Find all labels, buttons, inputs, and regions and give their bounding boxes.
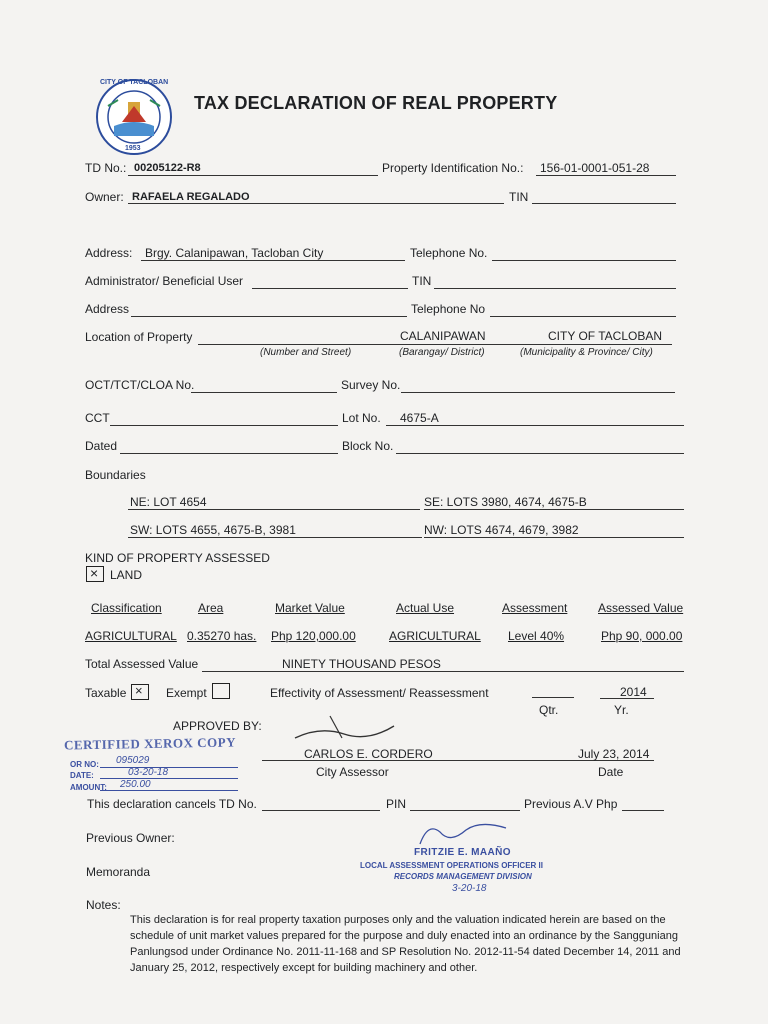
td-no-value: 00205122-R8 bbox=[134, 162, 201, 174]
approval-date-label: Date bbox=[598, 765, 624, 779]
approval-date: July 23, 2014 bbox=[578, 747, 650, 761]
exempt-label: Exempt bbox=[166, 686, 207, 700]
owner-value: RAFAELA REGALADO bbox=[132, 191, 250, 203]
assessor-signature bbox=[290, 712, 400, 746]
total-words: NINETY THOUSAND PESOS bbox=[282, 657, 441, 671]
notes-label: Notes: bbox=[86, 898, 121, 912]
boundary-sw: SW: LOTS 4655, 4675-B, 3981 bbox=[130, 523, 296, 537]
survey-label: Survey No. bbox=[341, 378, 401, 392]
header-assessment: Assessment bbox=[502, 601, 568, 615]
barangay-value: CALANIPAWAN bbox=[400, 329, 486, 343]
exempt-checkbox[interactable] bbox=[212, 683, 230, 699]
officer-name: FRITZIE E. MAAÑO bbox=[414, 847, 511, 858]
sub-city: (Municipality & Province/ City) bbox=[520, 347, 653, 358]
cell-market-value: Php 120,000.00 bbox=[271, 629, 356, 643]
total-label: Total Assessed Value bbox=[85, 657, 199, 671]
block-label: Block No. bbox=[342, 439, 394, 453]
owner-label: Owner: bbox=[85, 190, 124, 204]
effectivity-year: 2014 bbox=[620, 685, 647, 699]
approved-by-label: APPROVED BY: bbox=[173, 719, 262, 733]
effectivity-label: Effectivity of Assessment/ Reassessment bbox=[270, 686, 489, 700]
tin-label: TIN bbox=[509, 190, 529, 204]
telephone2-label: Telephone No bbox=[411, 302, 486, 316]
kind-label: KIND OF PROPERTY ASSESSED bbox=[85, 551, 270, 565]
prev-av-label: Previous A.V Php bbox=[524, 797, 618, 811]
address2-label: Address bbox=[85, 302, 130, 316]
header-area: Area bbox=[198, 601, 224, 615]
certified-stamp-title: CERTIFIED XEROX COPY bbox=[63, 734, 237, 753]
seal-year: 1953 bbox=[125, 145, 141, 152]
assessor-name: CARLOS E. CORDERO bbox=[304, 747, 433, 761]
cancels-label: This declaration cancels TD No. bbox=[87, 797, 257, 811]
stamp-or-value: 095029 bbox=[116, 755, 150, 766]
stamp-or-label: OR NO: bbox=[70, 760, 99, 769]
address-label: Address: bbox=[85, 246, 133, 260]
cancels-pin-label: PIN bbox=[386, 797, 407, 811]
location-label: Location of Property bbox=[85, 330, 193, 344]
cell-assessed-value: Php 90, 000.00 bbox=[601, 629, 683, 643]
tin2-label: TIN bbox=[412, 274, 432, 288]
dated-label: Dated bbox=[85, 439, 118, 453]
stamp-amount-value: 250.00 bbox=[120, 779, 151, 790]
td-no-label: TD No.: bbox=[85, 161, 127, 175]
pin-value: 156-01-0001-051-28 bbox=[540, 161, 650, 175]
taxable-label: Taxable bbox=[85, 686, 127, 700]
header-market-value: Market Value bbox=[275, 601, 345, 615]
taxable-check-mark: × bbox=[135, 683, 143, 698]
sub-barangay: (Barangay/ District) bbox=[399, 347, 485, 358]
notes-text: This declaration is for real property taxation purposes only and the valuation indicated herein are based on the schedule of unit market values prepared for the purpose and duly enacted into an ordinance by the Sangguniang Panlungsod under Ordinance No. 2011-11-168 and SP Resolution No. 2012-11-54 dated December 14, 2011 and January 25, 2012, respectively except for building machinery and other. bbox=[130, 914, 681, 974]
boundary-se: SE: LOTS 3980, 4674, 4675-B bbox=[424, 495, 587, 509]
cell-area: 0.35270 has. bbox=[187, 629, 257, 643]
header-actual-use: Actual Use bbox=[396, 601, 455, 615]
previous-owner-label: Previous Owner: bbox=[86, 831, 175, 845]
land-label: LAND bbox=[110, 568, 143, 582]
lot-value: 4675-A bbox=[400, 411, 439, 425]
seal-text-top: CITY OF TACLOBAN bbox=[100, 79, 169, 86]
sub-street: (Number and Street) bbox=[260, 347, 352, 358]
memoranda-label: Memoranda bbox=[86, 865, 151, 879]
header-assessed-value: Assessed Value bbox=[598, 601, 684, 615]
taxable-checkbox[interactable] bbox=[131, 684, 149, 700]
page-title: TAX DECLARATION OF REAL PROPERTY bbox=[194, 93, 558, 113]
stamp-date-label: DATE: bbox=[70, 771, 94, 780]
boundaries-label: Boundaries bbox=[85, 468, 146, 482]
oct-label: OCT/TCT/CLOA No. bbox=[85, 378, 195, 392]
qtr-label: Qtr. bbox=[539, 703, 559, 717]
officer-title: LOCAL ASSESSMENT OPERATIONS OFFICER II bbox=[360, 861, 543, 870]
cct-label: CCT bbox=[85, 411, 110, 425]
assessor-title: City Assessor bbox=[316, 765, 389, 779]
pin-label: Property Identification No.: bbox=[382, 161, 524, 175]
cell-classification: AGRICULTURAL bbox=[85, 629, 177, 643]
city-value: CITY OF TACLOBAN bbox=[548, 329, 663, 343]
stamp-amount-label: AMOUNT: bbox=[70, 783, 107, 792]
lot-label: Lot No. bbox=[342, 411, 381, 425]
admin-label: Administrator/ Beneficial User bbox=[85, 274, 244, 288]
boundary-nw: NW: LOTS 4674, 4679, 3982 bbox=[424, 523, 579, 537]
boundary-ne: NE: LOT 4654 bbox=[130, 495, 207, 509]
address-value: Brgy. Calanipawan, Tacloban City bbox=[145, 246, 324, 260]
land-check-mark: × bbox=[90, 565, 99, 581]
stamp-date-value: 03-20-18 bbox=[128, 767, 169, 778]
cell-assessment: Level 40% bbox=[508, 629, 565, 643]
officer-division: RECORDS MANAGEMENT DIVISION bbox=[394, 872, 532, 881]
cell-actual-use: AGRICULTURAL bbox=[389, 629, 481, 643]
officer-date: 3-20-18 bbox=[452, 883, 487, 894]
yr-label: Yr. bbox=[614, 703, 629, 717]
telephone-label: Telephone No. bbox=[410, 246, 488, 260]
land-checkbox[interactable] bbox=[86, 566, 104, 582]
header-classification: Classification bbox=[91, 601, 162, 615]
